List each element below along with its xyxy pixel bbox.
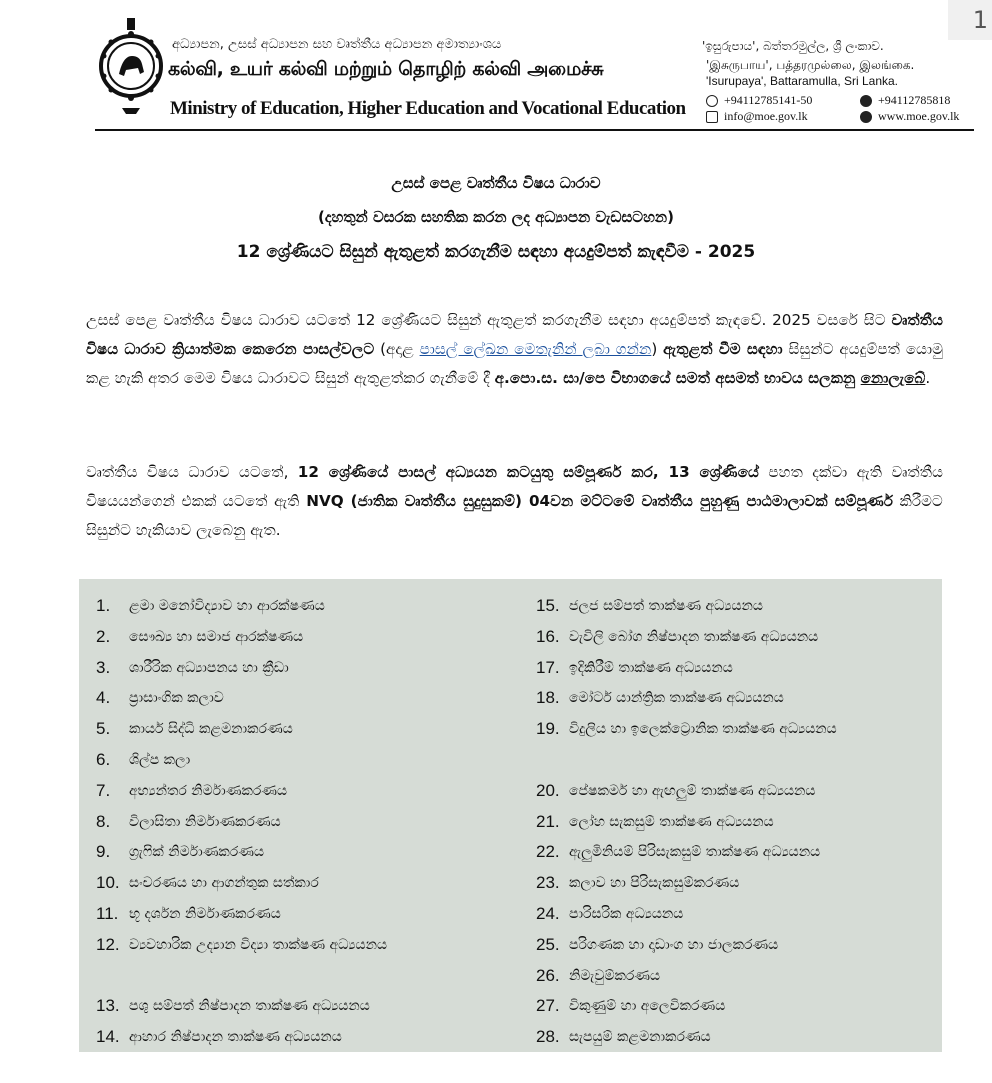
phone-number: +94112785141-50 bbox=[724, 93, 813, 107]
email-address: info@moe.gov.lk bbox=[724, 109, 808, 123]
list-item: 26. නිමැවුම්කරණය bbox=[536, 965, 661, 985]
title-line-2: (දහතුන් වසරක සහතික කරන ලද අධ්‍යාපන වැඩසටහන) bbox=[318, 208, 674, 226]
sri-lanka-emblem-icon bbox=[96, 16, 166, 116]
list-item: 22. ඇලුමිනියම් පිරිසැකසුම් තාක්ෂණ අධ්‍යයනය bbox=[536, 842, 821, 862]
fax-icon bbox=[860, 95, 872, 107]
paragraph-2 bbox=[86, 458, 943, 545]
list-item: 25. පරිගණක හා දෘඩාංග හා ජාලකරණය bbox=[536, 934, 779, 954]
p2-bold-b: NVQ (ජාතික වෘත්තීය සුදුසුකම්) 04වන මට්ටමේ වෘත්තීය පුහුණු පාඨමාලාවක් සම්පූර්ණ bbox=[306, 492, 894, 510]
list-item: 20. පේෂකර්ම හා ඇඟලුම් තාක්ෂණ අධ්‍යයනය bbox=[536, 780, 816, 800]
address-sinhala: 'ඉසුරුපාය', බත්තරමුල්ල, ශ්‍රී ලංකාව. bbox=[702, 39, 884, 53]
school-list-link[interactable]: පාසල් ලේඛන මෙතැනින් ලබා ගන්න bbox=[419, 340, 652, 358]
globe-icon bbox=[860, 111, 872, 123]
p1-text-c: ) bbox=[651, 340, 664, 358]
phone-contact bbox=[706, 93, 812, 108]
page-number: 1 bbox=[948, 0, 992, 40]
p2-bold-a: 12 ශ්‍රේණියේ පාසල් අධ්‍යයන කටයුතු සම්පූර්ණ කර, 13 ශ්‍රේණියේ bbox=[297, 463, 759, 481]
list-item: 14. ආහාර නිෂ්පාදන තාක්ෂණ අධ්‍යයනය bbox=[96, 1027, 342, 1047]
list-item: 6. ශිල්ප කලා bbox=[96, 749, 191, 769]
p1-text-d: සිසුන්ට අයදුම්පත් යොමු කළ හැකි අතර මෙම විෂය ධාරාවට සිසුන් ඇතුළත්කර ගැනීමේ දී bbox=[86, 340, 944, 387]
p1-bold-b: ඇතුළත් වීම සඳහා bbox=[663, 340, 783, 358]
subjects-column-right bbox=[536, 591, 936, 1053]
list-item: 28. සැපයුම් කළමනාකරණය bbox=[536, 1027, 711, 1047]
list-item: 3. ශාරීරික අධ්‍යාපනය හා ක්‍රීඩා bbox=[96, 657, 289, 677]
subjects-list-box bbox=[79, 579, 942, 1052]
email-contact bbox=[706, 109, 808, 124]
list-item: 17. ඉදිකිරීම් තාක්ෂණ අධ්‍යයනය bbox=[536, 657, 733, 677]
p2-text-c: කිරීමට සිසුන්ට හැකියාව ලැබෙනු ඇත. bbox=[86, 492, 943, 539]
address-english: 'Isurupaya', Battaramulla, Sri Lanka. bbox=[706, 74, 899, 88]
list-item: 4. ප්‍රාසාංගික කලාව bbox=[96, 688, 224, 708]
p2-text-b: පහත දක්වා ඇති වෘත්තීය විෂයයන්ගෙන් එකක් යටතේ ඇති bbox=[86, 463, 944, 510]
ministry-name-sinhala: අධ්‍යාපන, උසස් අධ්‍යාපන සහ වෘත්තීය අධ්‍යාපන අමාත්‍යාංශය bbox=[172, 37, 502, 52]
p2-text-a: වෘත්තීය විෂය ධාරාව යටතේ, bbox=[86, 463, 298, 481]
p1-bold-a: වෘත්තීය විෂය ධාරාව ක්‍රියාත්මක කෙරෙන පාසල්වලට bbox=[86, 311, 943, 358]
list-item: 15. ජලජ සම්පත් තාක්ෂණ අධ්‍යයනය bbox=[536, 596, 763, 615]
ministry-name-tamil: கல்வி, உயர் கல்வி மற்றும் தொழிற் கல்வி அமைச்சு bbox=[168, 58, 604, 80]
p1-bold-underline: නොලැබේ bbox=[860, 369, 926, 387]
paragraph-1 bbox=[86, 306, 943, 393]
p1-text-e: . bbox=[925, 369, 931, 387]
list-item: 13. පශු සම්පත් නිෂ්පාදන තාක්ෂණ අධ්‍යයනය bbox=[96, 996, 370, 1016]
header-divider bbox=[95, 129, 974, 131]
title-line-1: උසස් පෙළ වෘත්තීය විෂය ධාරාව bbox=[391, 174, 601, 192]
list-item: 24. පාරිසරික අධ්‍යයනය bbox=[536, 903, 684, 923]
list-item: 18. මෝටර් යාන්ත්‍රික තාක්ෂණ අධ්‍යයනය bbox=[536, 688, 784, 708]
list-item: 5. කාර්ය සිද්ධි කළමනාකරණය bbox=[96, 719, 293, 739]
p1-bold-c: අ.පො.ස. සා/පෙ විභාගයේ සමත් අසමත් භාවය සලකනු bbox=[494, 369, 861, 387]
list-item: 2. සෞඛ්‍ය හා සමාජ ආරක්ෂණය bbox=[96, 626, 304, 646]
list-item: 7. අභ්‍යන්තර නිර්මාණකරණය bbox=[96, 780, 288, 800]
list-item: 12. ව්‍යවහාරික උද්‍යාන විද්‍යා තාක්ෂණ අධ්‍යයනය bbox=[96, 934, 388, 954]
phone-icon bbox=[706, 95, 718, 107]
website-contact bbox=[860, 109, 959, 124]
p1-text-a: උසස් පෙළ වෘත්තීය විෂය ධාරාව යටතේ 12 ශ්‍රේණියට සිසුන් ඇතුළත් කරගැනීම සඳහා අයදුම්පත් කැඳවේ. 2025 වසරේ සිට bbox=[86, 311, 892, 329]
list-item: 21. ලෝහ සැකසුම් තාක්ෂණ අධ්‍යයනය bbox=[536, 811, 774, 831]
subjects-column-left bbox=[96, 591, 506, 1053]
email-icon bbox=[706, 111, 718, 123]
list-item: 10. සංචරණය හා ආගන්තුක සත්කාර bbox=[96, 873, 319, 893]
list-item: 9. ග්‍රැෆික් නිර්මාණකරණය bbox=[96, 842, 265, 862]
list-item: 19. විදුලිය හා ඉලෙක්ට්‍රොනික තාක්ෂණ අධ්‍යයනය bbox=[536, 719, 837, 739]
website-address: www.moe.gov.lk bbox=[878, 109, 960, 123]
title-line-3: 12 ශ්‍රේණියට සිසුන් ඇතුළත් කරගැනීම සඳහා අයදුම්පත් කැඳවීම - 2025 bbox=[236, 242, 756, 262]
address-tamil: 'இசுருபாய', பத்தரமுல்லை, இலங்கை. bbox=[706, 58, 915, 72]
ministry-name-english: Ministry of Education, Higher Education and Vocational Education bbox=[170, 98, 686, 119]
list-item: 23. කලාව හා පිරිසැකසුම්කරණය bbox=[536, 873, 740, 893]
list-item: 16. වැවිලි බෝග නිෂ්පාදන තාක්ෂණ අධ්‍යයනය bbox=[536, 626, 819, 646]
fax-number: +94112785818 bbox=[878, 93, 951, 107]
list-item: 27. විකුණුම් හා අලෙවිකරණය bbox=[536, 996, 726, 1016]
p1-text-b: (අදාළ bbox=[374, 340, 420, 358]
list-item: 8. විලාසිතා නිර්මාණකරණය bbox=[96, 811, 281, 831]
list-item: 1. ළමා මනෝවිද්‍යාව හා ආරක්ෂණය bbox=[96, 596, 325, 615]
fax-contact bbox=[860, 93, 950, 108]
list-item: 11. භූ දර්ශන නිර්මාණකරණය bbox=[96, 903, 281, 923]
